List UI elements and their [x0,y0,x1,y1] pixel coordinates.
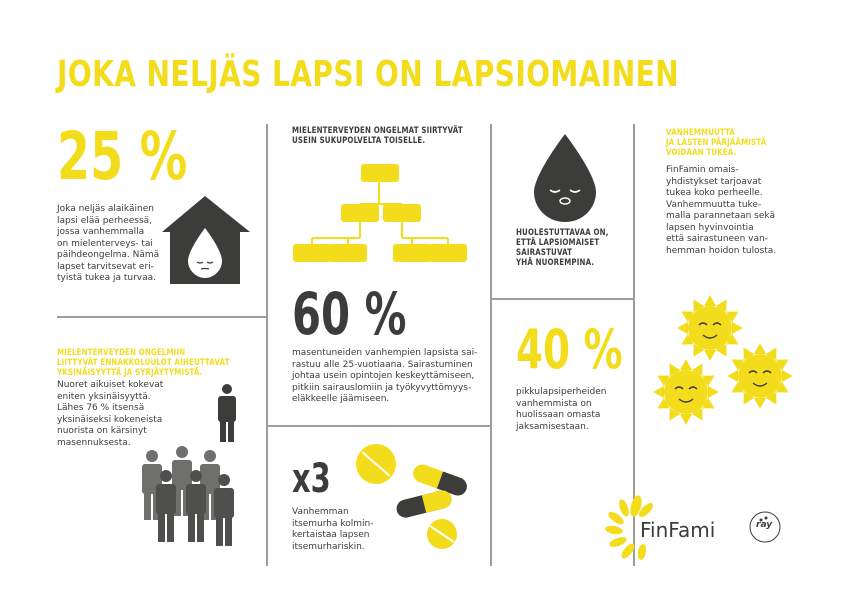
stat-40-value: 40 % [516,318,623,381]
family-tree-diagram [290,162,470,262]
drop-heading: HUOLESTUTTAVAA ON, ETTÄ LAPSIOMAISET SAIRASTUVAT YHÄ NUOREMPINA. [516,228,609,268]
stat-25-value: 25 % [57,118,188,195]
generations-heading: MIELENTERVEYDEN ONGELMAT SIIRTYVÄT USEIN SUKUPOLVELTA TOISELLE. [292,126,463,146]
stat-60-text: masentuneiden vanhempien lapsista sai- rastuu alle 25-vuotiaana. Sairastuminen johtaa usein opintojen keskeyttämiseen, pitkiin sairauslomiin ja työkyvyttömyys- eläkkeelle jäämiseen. [292,348,478,404]
tick [266,124,268,132]
stat-x3-text: Vanhemman itsemurha kolmin- kertaistaa lapsen itsemurhariskin. [292,507,374,552]
ray-logo-text: ray [756,520,773,530]
house-drop-icon [162,196,252,286]
finfami-logo-text: FinFami [640,518,716,542]
stat-60-value: 60 % [292,280,407,348]
isolation-text: Nuoret aikuiset kokevat eniten yksinäisyyttä. Lähes 76 % itsensä yksinäiseksi kokeneista nuorista on kärsinyt masennuksesta. [57,380,164,448]
divider-row-right [490,298,635,300]
tick [490,124,492,132]
sad-drop-icon [530,134,600,224]
stat-40-text: pikkulapsiperheiden vanhemmista on huolissaan omasta jaksamisestaan. [516,387,607,432]
stat-25-text: Joka neljäs alaikäinen lapsi elää perheessä, jossa vanhemmalla on mielenterveys- tai päihdeongelma. Nämä lapset tarvitsevat eri- tyistä tukea ja turvaa. [57,204,160,283]
support-heading: VANHEMMUUTTA JA LASTEN PÄRJÄÄMISTÄ VOIDAAN TUKEA. [666,128,767,158]
stat-x3-value: x3 [292,456,331,502]
isolation-heading: MIELENTERVEYDEN ONGELMIIN LIITTYVÄT ENNAKKOLUULOT AIHEUTTAVAT YKSINÄISYYTTÄ JA SYRJÄYTYMISTÄ. [57,348,230,378]
suns-icon [650,294,800,434]
support-text: FinFamin omais- yhdistykset tarjoavat tukea koko perheelle. Vanhemmuutta tuke- malla parannetaan sekä lapsen hyvinvointia että sairastuneen van- hemman hoidon tulosta. [666,165,777,256]
divider-col-2 [490,130,492,566]
tick [633,124,635,132]
page-title: JOKA NELJÄS LAPSI ON LAPSIOMAINEN [57,54,680,95]
people-group-icon [138,384,248,554]
divider-col-1 [266,130,268,566]
divider-row-mid [266,425,491,427]
pills-icon [350,442,480,552]
divider-row-left [57,316,267,318]
